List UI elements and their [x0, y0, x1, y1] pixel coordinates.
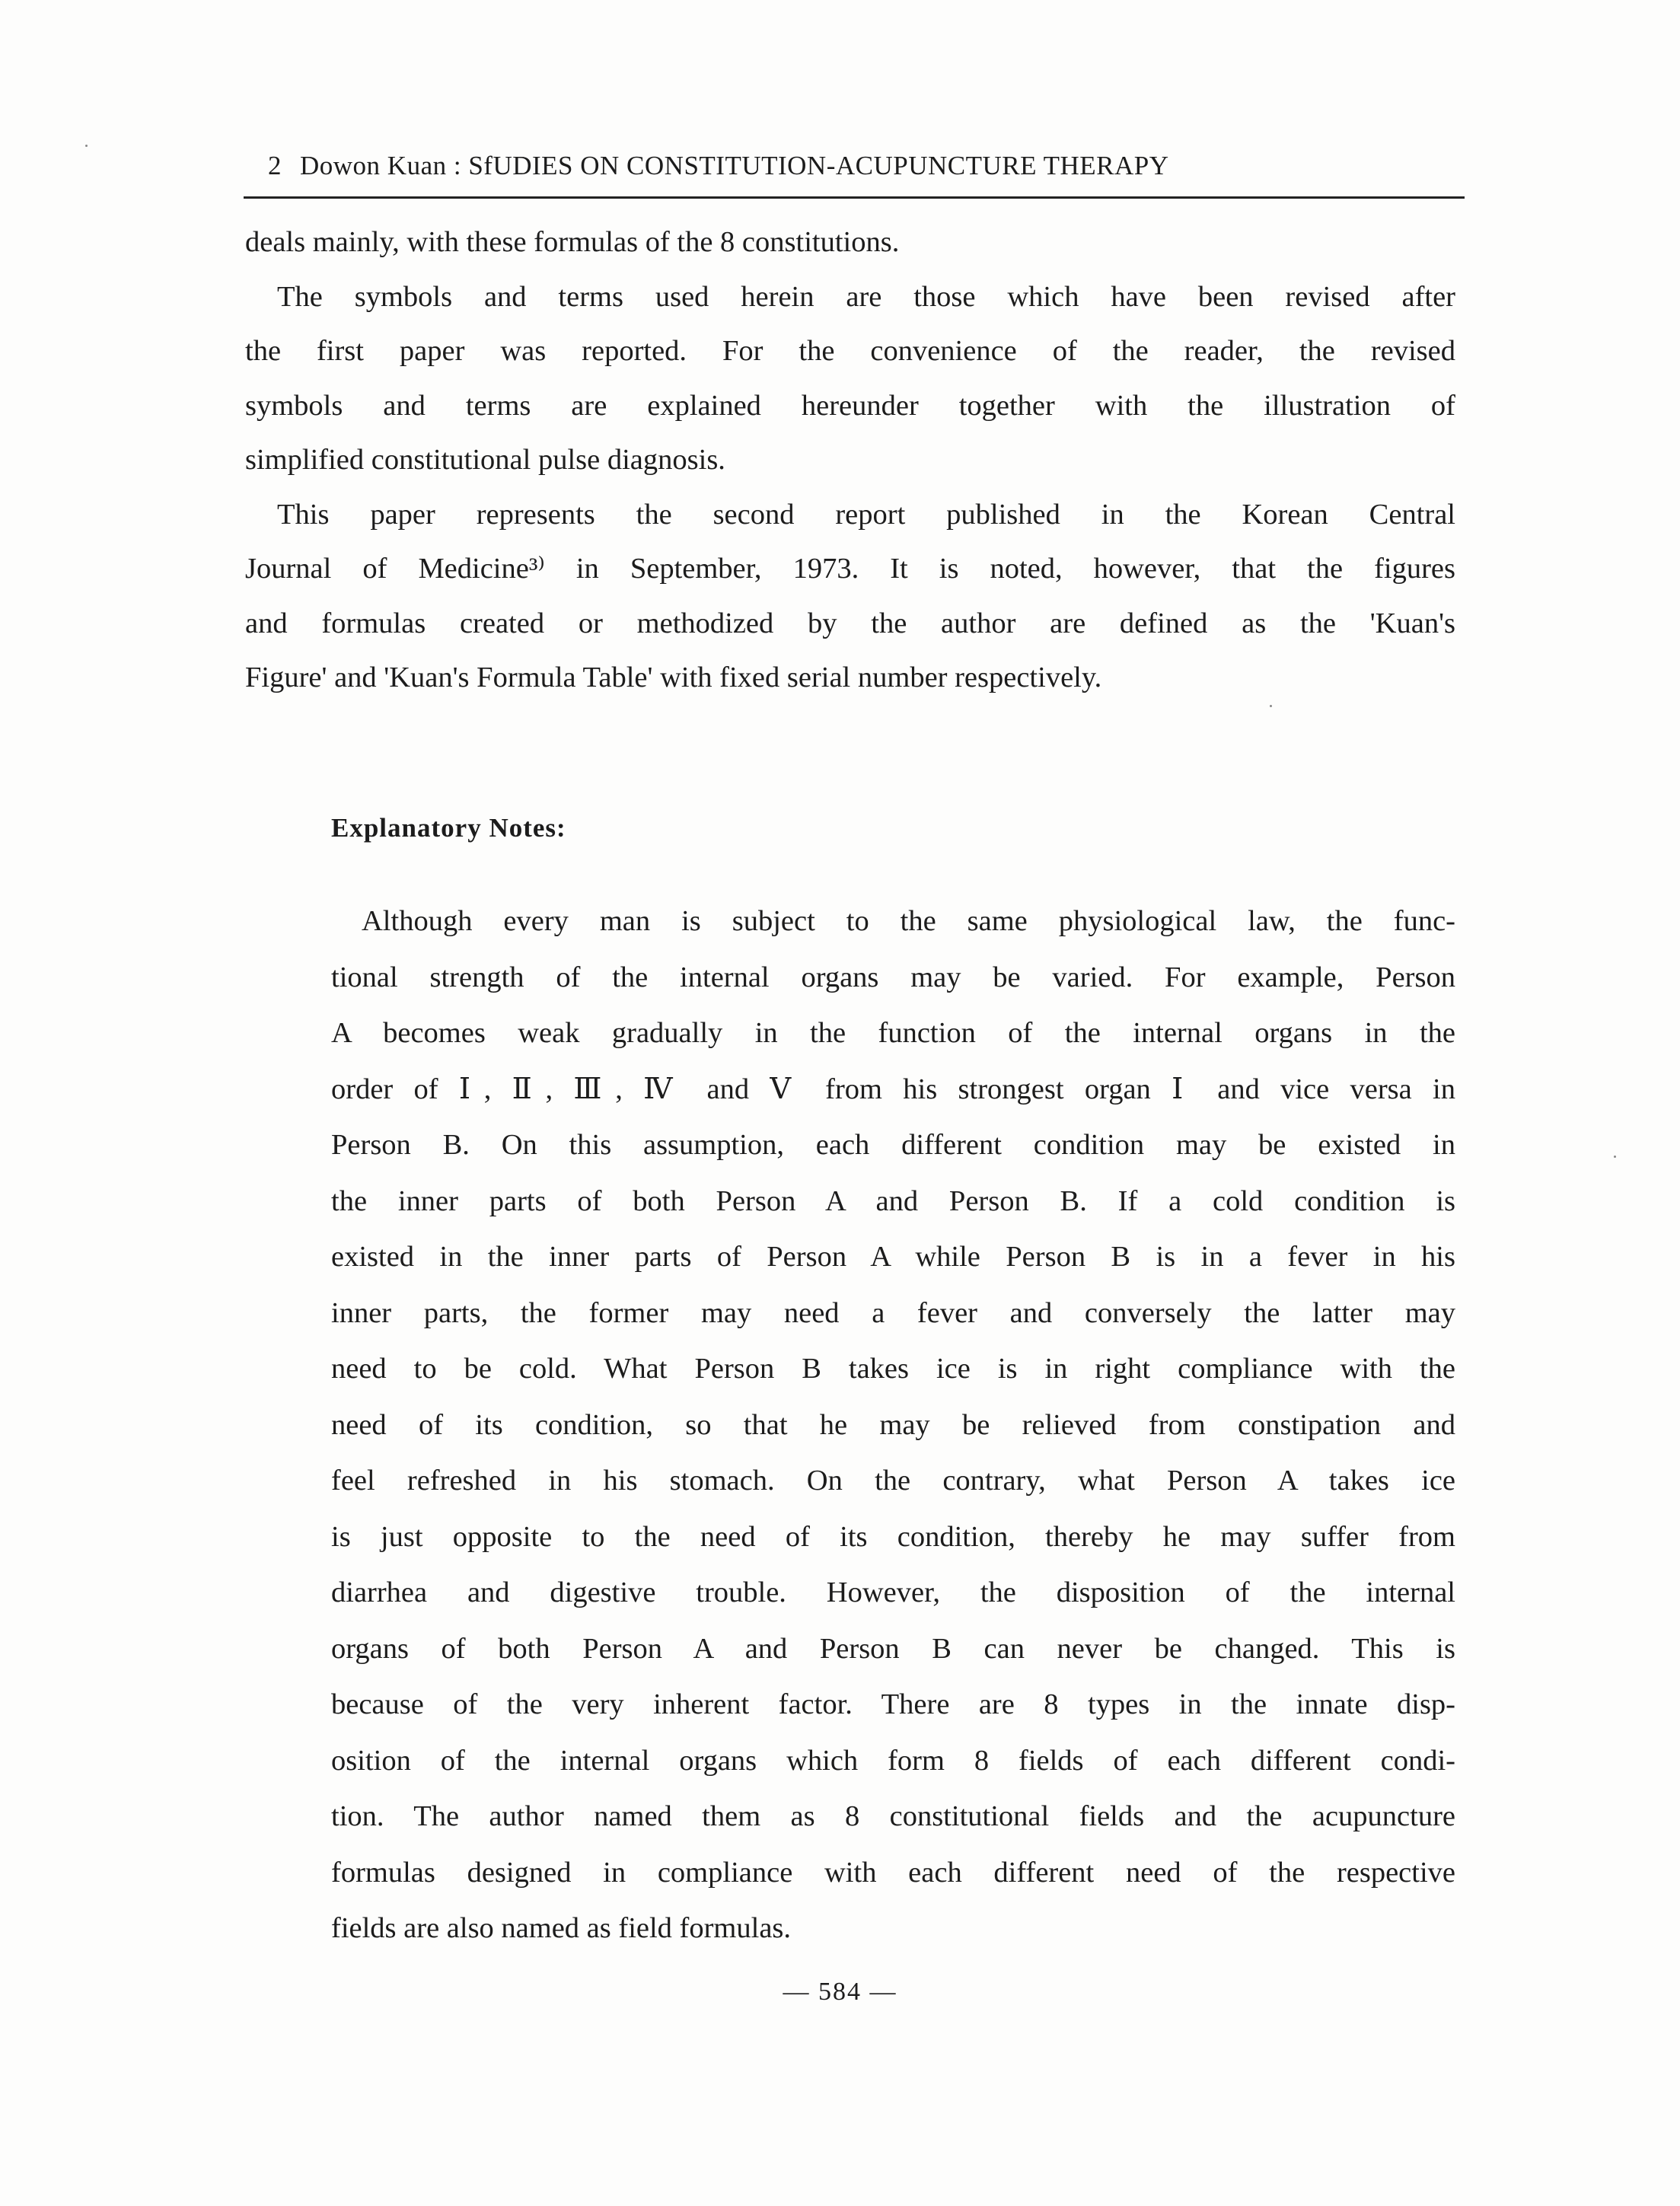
- scan-speck: [1270, 705, 1272, 707]
- notes-line: diarrhea and digestive trouble. However, the disposition of the internal: [331, 1576, 1455, 1608]
- notes-line: order of Ⅰ, Ⅱ, Ⅲ, Ⅳ and Ⅴ from his strongest organ Ⅰ and vice versa in: [331, 1073, 1455, 1105]
- notes-line: osition of the internal organs which form 8 fields of each different condi-: [331, 1744, 1455, 1777]
- notes-line: formulas designed in compliance with each different need of the respective: [331, 1856, 1455, 1889]
- notes-line: Person B. On this assumption, each different condition may be existed in: [331, 1129, 1455, 1161]
- header-rule: [244, 196, 1465, 199]
- notes-line: the inner parts of both Person A and Person B. If a cold condition is: [331, 1184, 1455, 1217]
- header-page-number: 2: [268, 151, 282, 180]
- intro-line: Journal of Medicine³⁾ in September, 1973. It is noted, however, that the figures: [245, 553, 1455, 585]
- intro-line: and formulas created or methodized by the author are defined as the 'Kuan's: [245, 607, 1455, 639]
- notes-line: need to be cold. What Person B takes ice is in right compliance with the: [331, 1353, 1455, 1385]
- notes-line: Although every man is subject to the same physiological law, the func-: [362, 905, 1455, 937]
- intro-line: simplified constitutional pulse diagnosis.: [245, 444, 725, 476]
- notes-line: need of its condition, so that he may be relieved from constipation and: [331, 1408, 1455, 1441]
- notes-line: because of the very inherent factor. There are 8 types in the innate disp-: [331, 1688, 1455, 1720]
- notes-line: organs of both Person A and Person B can never be changed. This is: [331, 1632, 1455, 1665]
- notes-heading: Explanatory Notes:: [331, 813, 566, 843]
- intro-paragraphs: [245, 215, 1455, 706]
- notes-line: existed in the inner parts of Person A while Person B is in a fever in his: [331, 1241, 1455, 1273]
- page-number: — 584 —: [783, 1978, 897, 2006]
- running-header: [268, 151, 1471, 181]
- intro-line: symbols and terms are explained hereunder together with the illustration of: [245, 389, 1455, 422]
- notes-line: inner parts, the former may need a fever and conversely the latter may: [331, 1296, 1455, 1329]
- notes-line: fields are also named as field formulas.: [331, 1912, 792, 1944]
- intro-line: The symbols and terms used herein are those which have been revised after: [277, 280, 1455, 313]
- intro-line: the first paper was reported. For the convenience of the reader, the revised: [245, 335, 1455, 367]
- notes-line: feel refreshed in his stomach. On the contrary, what Person A takes ice: [331, 1465, 1455, 1497]
- notes-line: A becomes weak gradually in the function of the internal organs in the: [331, 1017, 1455, 1049]
- notes-line: is just opposite to the need of its condition, thereby he may suffer from: [331, 1520, 1455, 1553]
- notes-line: tional strength of the internal organs may be varied. For example, Person: [331, 961, 1455, 993]
- notes-line: tion. The author named them as 8 constitutional fields and the acupuncture: [331, 1800, 1455, 1832]
- scan-speck: [85, 145, 88, 147]
- intro-line: deals mainly, with these formulas of the 8 constitutions.: [245, 226, 900, 258]
- notes-paragraph: [331, 894, 1455, 1957]
- intro-line: Figure' and 'Kuan's Formula Table' with fixed serial number respectively.: [245, 661, 1102, 693]
- scan-speck: [1614, 1156, 1616, 1158]
- intro-line: This paper represents the second report published in the Korean Central: [277, 498, 1455, 531]
- header-running-title: Dowon Kuan : SfUDIES ON CONSTITUTION-ACUPUNCTURE THERAPY: [300, 151, 1169, 180]
